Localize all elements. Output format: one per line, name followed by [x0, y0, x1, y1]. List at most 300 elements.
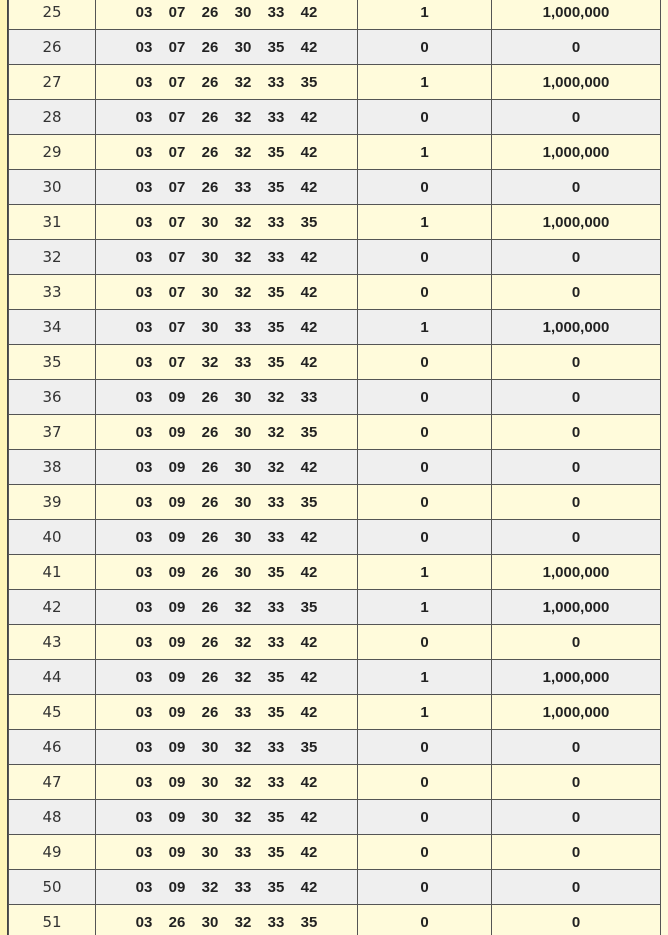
lottery-number: 26	[201, 528, 219, 546]
prize-amount: 1,000,000	[492, 0, 661, 30]
lottery-number: 30	[201, 213, 219, 231]
lottery-number: 42	[300, 703, 318, 721]
row-number: 43	[9, 625, 96, 660]
table-row	[9, 0, 661, 30]
win-count: 0	[358, 800, 492, 835]
number-combination	[96, 310, 358, 345]
row-number: 30	[9, 170, 96, 205]
lottery-number: 33	[267, 213, 285, 231]
number-combination	[96, 905, 358, 935]
lottery-number: 03	[135, 528, 153, 546]
lottery-number: 33	[267, 633, 285, 651]
lottery-number: 33	[267, 248, 285, 266]
lottery-number: 32	[234, 668, 252, 686]
lottery-number: 32	[267, 388, 285, 406]
lottery-combination-table	[8, 0, 661, 935]
table-row	[9, 660, 661, 695]
row-number: 35	[9, 345, 96, 380]
table-row	[9, 625, 661, 660]
lottery-number: 09	[168, 668, 186, 686]
number-combination	[96, 695, 358, 730]
lottery-number: 03	[135, 38, 153, 56]
lottery-number: 26	[201, 703, 219, 721]
table-row	[9, 415, 661, 450]
lottery-number: 03	[135, 493, 153, 511]
lottery-number: 42	[300, 878, 318, 896]
prize-amount: 1,000,000	[492, 310, 661, 345]
table-row	[9, 590, 661, 625]
row-number: 41	[9, 555, 96, 590]
table-row	[9, 240, 661, 275]
win-count: 0	[358, 450, 492, 485]
number-combination	[96, 345, 358, 380]
table-row	[9, 485, 661, 520]
lottery-number: 35	[300, 73, 318, 91]
row-number: 27	[9, 65, 96, 100]
table-row	[9, 835, 661, 870]
table-row	[9, 520, 661, 555]
number-combination	[96, 765, 358, 800]
win-count: 1	[358, 205, 492, 240]
prize-amount: 0	[492, 30, 661, 65]
prize-amount: 0	[492, 870, 661, 905]
prize-amount: 0	[492, 450, 661, 485]
prize-amount: 0	[492, 520, 661, 555]
lottery-number: 35	[267, 808, 285, 826]
lottery-number: 26	[201, 493, 219, 511]
lottery-number: 26	[201, 388, 219, 406]
win-count: 0	[358, 30, 492, 65]
lottery-number: 09	[168, 738, 186, 756]
lottery-number: 42	[300, 3, 318, 21]
lottery-number: 33	[234, 178, 252, 196]
lottery-number: 03	[135, 318, 153, 336]
lottery-number: 30	[201, 773, 219, 791]
row-number: 39	[9, 485, 96, 520]
lottery-number: 03	[135, 738, 153, 756]
number-combination	[96, 100, 358, 135]
table-row	[9, 345, 661, 380]
win-count: 0	[358, 100, 492, 135]
table-row	[9, 135, 661, 170]
row-number: 46	[9, 730, 96, 765]
prize-amount: 1,000,000	[492, 555, 661, 590]
lottery-number: 09	[168, 703, 186, 721]
lottery-number: 42	[300, 248, 318, 266]
prize-amount: 0	[492, 275, 661, 310]
lottery-number: 26	[201, 563, 219, 581]
lottery-number: 03	[135, 213, 153, 231]
lottery-number: 42	[300, 773, 318, 791]
lottery-number: 35	[300, 213, 318, 231]
lottery-number: 03	[135, 3, 153, 21]
row-number: 50	[9, 870, 96, 905]
lottery-number: 33	[234, 878, 252, 896]
lottery-number: 03	[135, 913, 153, 931]
lottery-number: 26	[201, 178, 219, 196]
prize-amount: 0	[492, 625, 661, 660]
lottery-number: 32	[201, 353, 219, 371]
row-number: 36	[9, 380, 96, 415]
win-count: 1	[358, 65, 492, 100]
number-combination	[96, 835, 358, 870]
lottery-number: 09	[168, 563, 186, 581]
row-number: 37	[9, 415, 96, 450]
lottery-number: 35	[300, 493, 318, 511]
lottery-number: 35	[267, 878, 285, 896]
lottery-number: 30	[201, 808, 219, 826]
lottery-number: 09	[168, 808, 186, 826]
lottery-number: 33	[234, 703, 252, 721]
table-row	[9, 555, 661, 590]
number-combination	[96, 520, 358, 555]
win-count: 0	[358, 870, 492, 905]
table-body	[9, 0, 661, 935]
win-count: 1	[358, 0, 492, 30]
lottery-number: 32	[234, 738, 252, 756]
table-row	[9, 380, 661, 415]
table-row	[9, 65, 661, 100]
lottery-number: 07	[168, 213, 186, 231]
row-number: 48	[9, 800, 96, 835]
lottery-number: 42	[300, 178, 318, 196]
number-combination	[96, 625, 358, 660]
lottery-number: 07	[168, 283, 186, 301]
row-number: 42	[9, 590, 96, 625]
table-row	[9, 800, 661, 835]
table-row	[9, 30, 661, 65]
lottery-number: 03	[135, 458, 153, 476]
lottery-number: 35	[267, 843, 285, 861]
lottery-number: 26	[201, 38, 219, 56]
row-number: 31	[9, 205, 96, 240]
row-number: 28	[9, 100, 96, 135]
table-row	[9, 170, 661, 205]
lottery-number: 33	[267, 738, 285, 756]
win-count: 0	[358, 380, 492, 415]
lottery-number: 30	[201, 843, 219, 861]
lottery-number: 26	[201, 108, 219, 126]
win-count: 0	[358, 730, 492, 765]
lottery-number: 07	[168, 353, 186, 371]
lottery-number: 26	[201, 633, 219, 651]
lottery-number: 35	[267, 178, 285, 196]
lottery-number: 42	[300, 458, 318, 476]
lottery-number: 35	[267, 143, 285, 161]
number-combination	[96, 660, 358, 695]
lottery-number: 03	[135, 598, 153, 616]
lottery-number: 42	[300, 633, 318, 651]
win-count: 0	[358, 240, 492, 275]
table-row	[9, 275, 661, 310]
lottery-number: 32	[201, 878, 219, 896]
lottery-number: 35	[300, 423, 318, 441]
prize-amount: 0	[492, 730, 661, 765]
lottery-number: 26	[201, 598, 219, 616]
lottery-number: 03	[135, 773, 153, 791]
lottery-number: 03	[135, 633, 153, 651]
prize-amount: 0	[492, 835, 661, 870]
lottery-number: 33	[267, 913, 285, 931]
row-number: 29	[9, 135, 96, 170]
win-count: 1	[358, 590, 492, 625]
lottery-number: 42	[300, 108, 318, 126]
lottery-number: 09	[168, 493, 186, 511]
lottery-number: 33	[267, 493, 285, 511]
lottery-number: 33	[267, 108, 285, 126]
row-number: 26	[9, 30, 96, 65]
number-combination	[96, 170, 358, 205]
lottery-number: 26	[201, 143, 219, 161]
lottery-number: 35	[300, 913, 318, 931]
lottery-number: 33	[267, 773, 285, 791]
lottery-number: 03	[135, 563, 153, 581]
lottery-number: 30	[201, 738, 219, 756]
lottery-number: 03	[135, 248, 153, 266]
lottery-number: 30	[201, 913, 219, 931]
lottery-number: 09	[168, 773, 186, 791]
number-combination	[96, 870, 358, 905]
prize-amount: 0	[492, 485, 661, 520]
table-row	[9, 870, 661, 905]
table-row	[9, 450, 661, 485]
number-combination	[96, 590, 358, 625]
prize-amount: 1,000,000	[492, 590, 661, 625]
row-number: 33	[9, 275, 96, 310]
number-combination	[96, 0, 358, 30]
number-combination	[96, 240, 358, 275]
lottery-number: 03	[135, 283, 153, 301]
lottery-number: 30	[234, 458, 252, 476]
lottery-number: 03	[135, 703, 153, 721]
lottery-number: 32	[234, 213, 252, 231]
lottery-number: 42	[300, 318, 318, 336]
prize-amount: 0	[492, 345, 661, 380]
lottery-number: 33	[234, 353, 252, 371]
win-count: 1	[358, 310, 492, 345]
win-count: 1	[358, 695, 492, 730]
lottery-number: 33	[300, 388, 318, 406]
lottery-number: 42	[300, 668, 318, 686]
win-count: 0	[358, 765, 492, 800]
lottery-number: 32	[234, 773, 252, 791]
lottery-number: 33	[267, 73, 285, 91]
table-row	[9, 205, 661, 240]
prize-amount: 0	[492, 765, 661, 800]
lottery-number: 30	[201, 283, 219, 301]
lottery-number: 42	[300, 528, 318, 546]
lottery-number: 33	[234, 318, 252, 336]
table-row	[9, 100, 661, 135]
lottery-number: 26	[168, 913, 186, 931]
lottery-number: 03	[135, 143, 153, 161]
win-count: 0	[358, 275, 492, 310]
prize-amount: 0	[492, 100, 661, 135]
prize-amount: 0	[492, 415, 661, 450]
lottery-number: 42	[300, 563, 318, 581]
prize-amount: 1,000,000	[492, 65, 661, 100]
win-count: 0	[358, 485, 492, 520]
lottery-number: 35	[300, 598, 318, 616]
lottery-number: 33	[267, 528, 285, 546]
lottery-number: 26	[201, 458, 219, 476]
prize-amount: 0	[492, 380, 661, 415]
number-combination	[96, 205, 358, 240]
lottery-number: 07	[168, 108, 186, 126]
number-combination	[96, 65, 358, 100]
lottery-number: 33	[267, 598, 285, 616]
prize-amount: 1,000,000	[492, 135, 661, 170]
row-number: 49	[9, 835, 96, 870]
number-combination	[96, 30, 358, 65]
win-count: 0	[358, 345, 492, 380]
number-combination	[96, 135, 358, 170]
number-combination	[96, 380, 358, 415]
win-count: 0	[358, 520, 492, 555]
table-row	[9, 905, 661, 935]
lottery-number: 07	[168, 143, 186, 161]
lottery-number: 30	[234, 388, 252, 406]
lottery-number: 30	[234, 38, 252, 56]
win-count: 1	[358, 660, 492, 695]
row-number: 34	[9, 310, 96, 345]
lottery-number: 26	[201, 668, 219, 686]
table-row	[9, 765, 661, 800]
lottery-number: 30	[201, 248, 219, 266]
lottery-number: 26	[201, 3, 219, 21]
prize-amount: 1,000,000	[492, 205, 661, 240]
lottery-number: 03	[135, 808, 153, 826]
lottery-number: 42	[300, 143, 318, 161]
lottery-number: 35	[267, 318, 285, 336]
row-number: 44	[9, 660, 96, 695]
number-combination	[96, 275, 358, 310]
prize-amount: 1,000,000	[492, 660, 661, 695]
lottery-number: 30	[234, 528, 252, 546]
row-number: 47	[9, 765, 96, 800]
lottery-number: 07	[168, 318, 186, 336]
lottery-number: 09	[168, 843, 186, 861]
lottery-number: 35	[267, 283, 285, 301]
lottery-number: 09	[168, 528, 186, 546]
number-combination	[96, 800, 358, 835]
lottery-number: 32	[234, 283, 252, 301]
lottery-number: 30	[234, 563, 252, 581]
lottery-number: 03	[135, 878, 153, 896]
number-combination	[96, 555, 358, 590]
win-count: 0	[358, 415, 492, 450]
row-number: 45	[9, 695, 96, 730]
lottery-number: 30	[234, 3, 252, 21]
lottery-number: 09	[168, 423, 186, 441]
lottery-number: 30	[201, 318, 219, 336]
lottery-number: 32	[234, 598, 252, 616]
win-count: 0	[358, 905, 492, 935]
lottery-number: 42	[300, 808, 318, 826]
lottery-number: 35	[267, 563, 285, 581]
lottery-number: 32	[234, 248, 252, 266]
lottery-number: 42	[300, 353, 318, 371]
lottery-number: 03	[135, 843, 153, 861]
lottery-number: 09	[168, 633, 186, 651]
lottery-number: 32	[267, 458, 285, 476]
table-row	[9, 730, 661, 765]
win-count: 0	[358, 170, 492, 205]
row-number: 40	[9, 520, 96, 555]
table-row	[9, 310, 661, 345]
prize-amount: 0	[492, 800, 661, 835]
lottery-number: 07	[168, 178, 186, 196]
lottery-number: 42	[300, 843, 318, 861]
lottery-number: 03	[135, 108, 153, 126]
lottery-number: 32	[234, 73, 252, 91]
prize-amount: 0	[492, 170, 661, 205]
win-count: 0	[358, 625, 492, 660]
prize-amount: 0	[492, 240, 661, 275]
lottery-number: 32	[267, 423, 285, 441]
win-count: 0	[358, 835, 492, 870]
lottery-number: 03	[135, 73, 153, 91]
win-count: 1	[358, 135, 492, 170]
number-combination	[96, 485, 358, 520]
lottery-number: 35	[300, 738, 318, 756]
lottery-number: 03	[135, 353, 153, 371]
lottery-number: 32	[234, 108, 252, 126]
lottery-number: 09	[168, 458, 186, 476]
left-border-strip	[0, 0, 8, 935]
lottery-number: 32	[234, 633, 252, 651]
lottery-number: 09	[168, 598, 186, 616]
lottery-number: 26	[201, 423, 219, 441]
lottery-number: 42	[300, 38, 318, 56]
lottery-number: 07	[168, 3, 186, 21]
number-combination	[96, 730, 358, 765]
lottery-number: 07	[168, 38, 186, 56]
win-count: 1	[358, 555, 492, 590]
lottery-number: 30	[234, 423, 252, 441]
row-number: 25	[9, 0, 96, 30]
number-combination	[96, 415, 358, 450]
lottery-number: 32	[234, 143, 252, 161]
lottery-number: 35	[267, 668, 285, 686]
lottery-number: 09	[168, 388, 186, 406]
lottery-number: 42	[300, 283, 318, 301]
lottery-number: 03	[135, 423, 153, 441]
table-row	[9, 695, 661, 730]
lottery-number: 03	[135, 388, 153, 406]
lottery-number: 07	[168, 248, 186, 266]
number-combination	[96, 450, 358, 485]
lottery-number: 32	[234, 913, 252, 931]
row-number: 51	[9, 905, 96, 935]
prize-amount: 0	[492, 905, 661, 935]
lottery-number: 09	[168, 878, 186, 896]
prize-amount: 1,000,000	[492, 695, 661, 730]
lottery-number: 35	[267, 703, 285, 721]
lottery-number: 03	[135, 178, 153, 196]
lottery-number: 07	[168, 73, 186, 91]
lottery-number: 32	[234, 808, 252, 826]
lottery-number: 26	[201, 73, 219, 91]
row-number: 38	[9, 450, 96, 485]
row-number: 32	[9, 240, 96, 275]
lottery-number: 33	[234, 843, 252, 861]
lottery-number: 33	[267, 3, 285, 21]
lottery-number: 35	[267, 38, 285, 56]
lottery-number: 30	[234, 493, 252, 511]
lottery-number: 35	[267, 353, 285, 371]
lottery-number: 03	[135, 668, 153, 686]
